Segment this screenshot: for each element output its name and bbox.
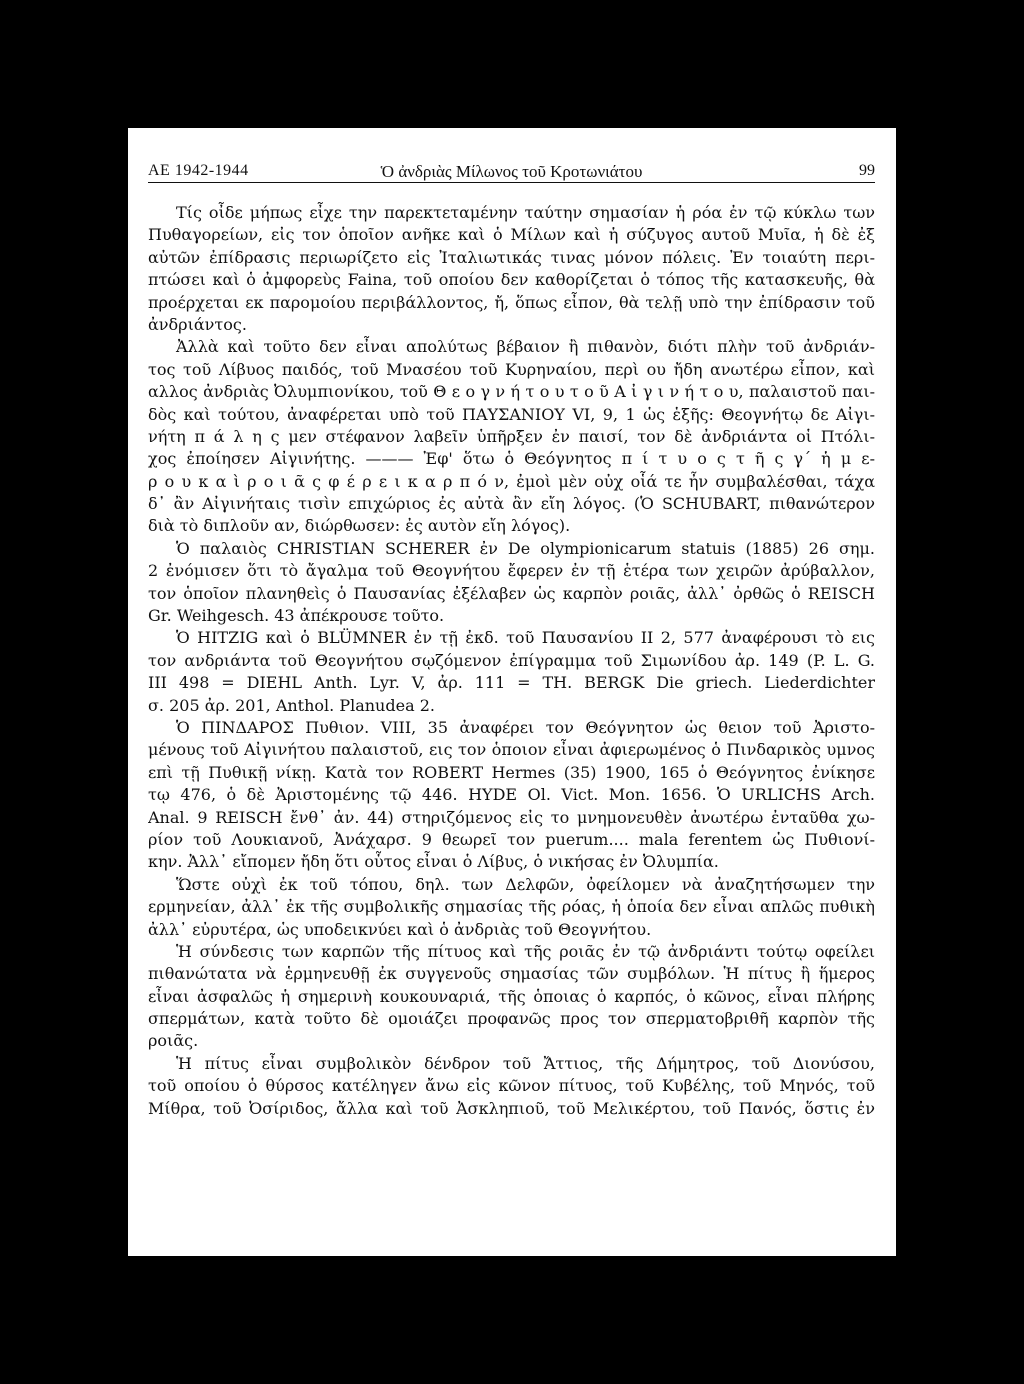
text-line: ἀνδριάντος. — [148, 314, 247, 334]
text-line: ρ ο υ κ α ὶ ρ ο ι ᾶ ς φ έ ρ ε ι κ α ρ π ό ν, ἐμοὶ μὲν οὐχ οἷά τε ἦν συμβαλέσθαι, τάχα — [148, 471, 875, 491]
text-line: ρίον τοῦ Λουκιανοῦ, Ἀνάχαρσ. 9 θεωρεῖ τον puerum.... mala ferentem ὡς Πυθιονί- — [148, 829, 875, 849]
text-line: νήτη π ά λ η ς μεν στέφανον λαβεῖν ὑπῆρξεν ἐν παισί, τον δὲ ἀνδριάντα οἱ Πτόλι- — [148, 426, 875, 446]
text-line: Ὥστε οὐχὶ ἐκ τοῦ τόπου, δηλ. των Δελφῶν, ὀφείλομεν νὰ ἀναζητήσωμεν την — [176, 874, 875, 894]
text-line: εἶναι ἀσφαλῶς ἡ σημερινὴ κουκουναριά, τῆς ὁποιας ὁ καρπός, ὁ κῶνος, εἶναι πλήρης — [148, 986, 875, 1006]
text-line: ἀλλ᾽ εὐρυτέρα, ὡς υποδεικνύει καὶ ὁ ἀνδριὰς τοῦ Θεογνήτου. — [148, 919, 652, 939]
text-line: Ὁ ΠΙΝΔΑΡΟΣ Πυθιον. VIII, 35 ἀναφέρει τον Θεόγνητον ὡς θειον τοῦ Ἀριστο- — [176, 717, 875, 737]
body-text — [148, 202, 875, 1120]
text-line: πτώσει καὶ ὁ ἀμφορεὺς Faina, τοῦ οποίου δεν καθορίζεται ὁ τόπος τῆς κατασκευῆς, θὰ — [148, 270, 875, 290]
text-line: αλλος ἀνδριὰς Ὀλυμπιονίκου, τοῦ Θ ε ο γ ν ή τ ο υ τ ο ῦ Α ἰ γ ι ν ή τ ο υ, παλαιστοῦ παι- — [148, 382, 875, 402]
running-title: Ὁ ἀνδριὰς Μίλωνος τοῦ Κροτωνιάτου — [380, 162, 643, 181]
text-line: Ὁ παλαιὸς CHRISTIAN SCHERER ἐν De olympionicarum statuis (1885) 26 σημ. — [176, 538, 875, 558]
text-line: τον ὁποῖον πλανηθεὶς ὁ Παυσανίας ἐξέλαβεν ὡς καρπὸν ροιᾶς, ἀλλ᾽ ὀρθῶς ὁ REISCH — [148, 583, 875, 603]
text-line: Gr. Weihgesch. 43 ἀπέκρουσε τοῦτο. — [148, 606, 445, 626]
text-line: σ. 205 ἀρ. 201, Anthol. Planudea 2. — [148, 695, 435, 715]
text-line: επὶ τῇ Πυθικῇ νίκῃ. Κατὰ τον ROBERT Hermes (35) 1900, 165 ὁ Θεόγνητος ἐνίκησε — [148, 762, 875, 782]
text-line: Ἡ πίτυς εἶναι συμβολικὸν δένδρον τοῦ Ἄττιος, τῆς Δήμητρος, τοῦ Διονύσου, — [176, 1053, 875, 1073]
text-line: III 498 = DIEHL Anth. Lyr. V, ἀρ. 111 = TH. BERGK Die griech. Liederdichter — [148, 673, 875, 693]
text-line: Ὁ HITZIG καὶ ὁ BLÜMNER ἐν τῇ ἐκδ. τοῦ Παυσανίου ΙΙ 2, 577 ἀναφέρουσι τὸ εις — [176, 628, 875, 648]
text-line: τος τοῦ Λίβυος παιδός, τοῦ Μνασέου τοῦ Κυρηναίου, περὶ ου ἤδη ανωτέρω εἶπον, καὶ — [148, 359, 875, 379]
text-line: Τίς οἶδε μήπως εἶχε την παρεκτεταμένην ταύτην σημασίαν ἡ ρόα ἐν τῷ κύκλω των — [176, 203, 875, 222]
text-line: προέρχεται εκ παρομοίου περιβάλλοντος, ἤ, ὅπως εἶπον, θὰ τελῇ υπὸ την ἐπίδρασιν τοῦ — [148, 292, 875, 312]
text-line: δὸς καὶ τούτου, ἀναφέρεται υπὸ τοῦ ΠΑΥΣΑΝΙΟΥ VI, 9, 1 ὡς ἑξῆς: Θεογνήτῳ δε Αἰγι- — [148, 404, 875, 424]
text-line: ροιᾶς. — [148, 1031, 199, 1051]
text-line: κην. Ἀλλ᾽ εἴπομεν ἤδη ὅτι οὗτος εἶναι ὁ Λίβυς, ὁ νικήσας ἐν Ὀλυμπία. — [148, 852, 719, 872]
document-page — [128, 128, 896, 1256]
journal-reference: ΑΕ 1942-1944 — [148, 162, 249, 179]
text-line: αὐτῶν ἐπίδρασις περιωρίζετο εἰς Ἰταλιωτικάς τινας μόνον πόλεις. Ἐν τοιαύτη περι- — [148, 247, 875, 267]
header-rule — [148, 182, 875, 183]
text-line: δ᾽ ἂν Αἰγινήταις τισὶν επιχώριος ἐς αὐτὰ ἂν εἴη λόγος. (Ὁ SCHUBART, πιθανώτερον — [148, 494, 875, 514]
text-line: 2 ἐνόμισεν ὅτι τὸ ἄγαλμα τοῦ Θεογνήτου ἔφερεν ἐν τῇ ἑτέρα των χειρῶν ἀρύβαλλον, — [148, 561, 875, 581]
text-line: Ἡ σύνδεσις των καρπῶν τῆς πίτυος καὶ τῆς ροιᾶς ἐν τῷ ἀνδριάντι τούτῳ οφείλει — [176, 941, 875, 961]
text-line: τοῦ οποίου ὁ θύρσος κατέληγεν ἄνω εἰς κῶνον πίτυος, τοῦ Κυβέλης, τοῦ Μηνός, τοῦ — [148, 1076, 875, 1096]
text-line: ερμηνείαν, ἀλλ᾽ ἐκ τῆς συμβολικῆς σημασίας τῆς ρόας, ἡ ὁποία δεν εἶναι απλῶς πυθικὴ — [148, 897, 875, 917]
page-number: 99 — [859, 162, 875, 179]
text-line: πιθανώτατα νὰ ἑρμηνευθῇ ἐκ συγγενοῦς σημασίας τῶν συμβόλων. Ἡ πίτυς ἢ ἥμερος — [148, 964, 875, 984]
text-line: χος ἐποίησεν Αἰγινήτης. ——— Ἐφ' ὅτω ὁ Θεόγνητος π ί τ υ ο ς τ ῆ ς γ΄ ἡ μ ε- — [148, 449, 875, 469]
text-line: Μίθρα, τοῦ Ὀσίριδος, ἄλλα καὶ τοῦ Ἀσκληπιοῦ, τοῦ Μελικέρτου, τοῦ Πανός, ὅστις ἐν — [148, 1098, 875, 1118]
text-line: μένους τοῦ Αἰγινήτου παλαιστοῦ, εις τον ὁποιον εἶναι ἀφιερωμένος ὁ Πινδαρικὸς υμνος — [148, 740, 875, 760]
text-line: Πυθαγορείων, εἰς τον ὁποῖον ανῆκε καὶ ὁ Μίλων καὶ ἡ σύζυγος αυτοῦ Μυῖα, ἡ δὲ ἐξ — [148, 225, 875, 245]
text-line: σπερμάτων, κατὰ τοῦτο δὲ ομοιάζει προφανῶς προς τον σπερματοβριθῆ καρπὸν τῆς — [148, 1009, 875, 1029]
text-line: τῳ 476, ὁ δὲ Ἀριστομένης τῷ 446. HYDE Ol. Vict. Mon. 1656. Ὁ URLICHS Arch. — [148, 785, 875, 805]
text-line: τον ανδριάντα τοῦ Θεογνήτου σῳζόμενον ἐπίγραμμα τοῦ Σιμωνίδου ἀρ. 149 (P. L. G. — [148, 650, 875, 670]
text-line: διὰ τὸ διπλοῦν αν, διώρθωσεν: ἐς αυτὸν εἴη λόγος). — [148, 516, 571, 536]
running-header — [148, 162, 875, 184]
text-line: Ἀλλὰ καὶ τοῦτο δεν εἶναι απολύτως βέβαιον ἢ πιθανὸν, διότι πλὴν τοῦ ἀνδριάν- — [176, 337, 875, 357]
text-line: Anal. 9 REISCH ἔνθ᾽ ἀν. 44) στηριζόμενος εἰς το μνημονευθὲν ἀνωτέρω ἐνταῦθα χω- — [148, 807, 875, 827]
